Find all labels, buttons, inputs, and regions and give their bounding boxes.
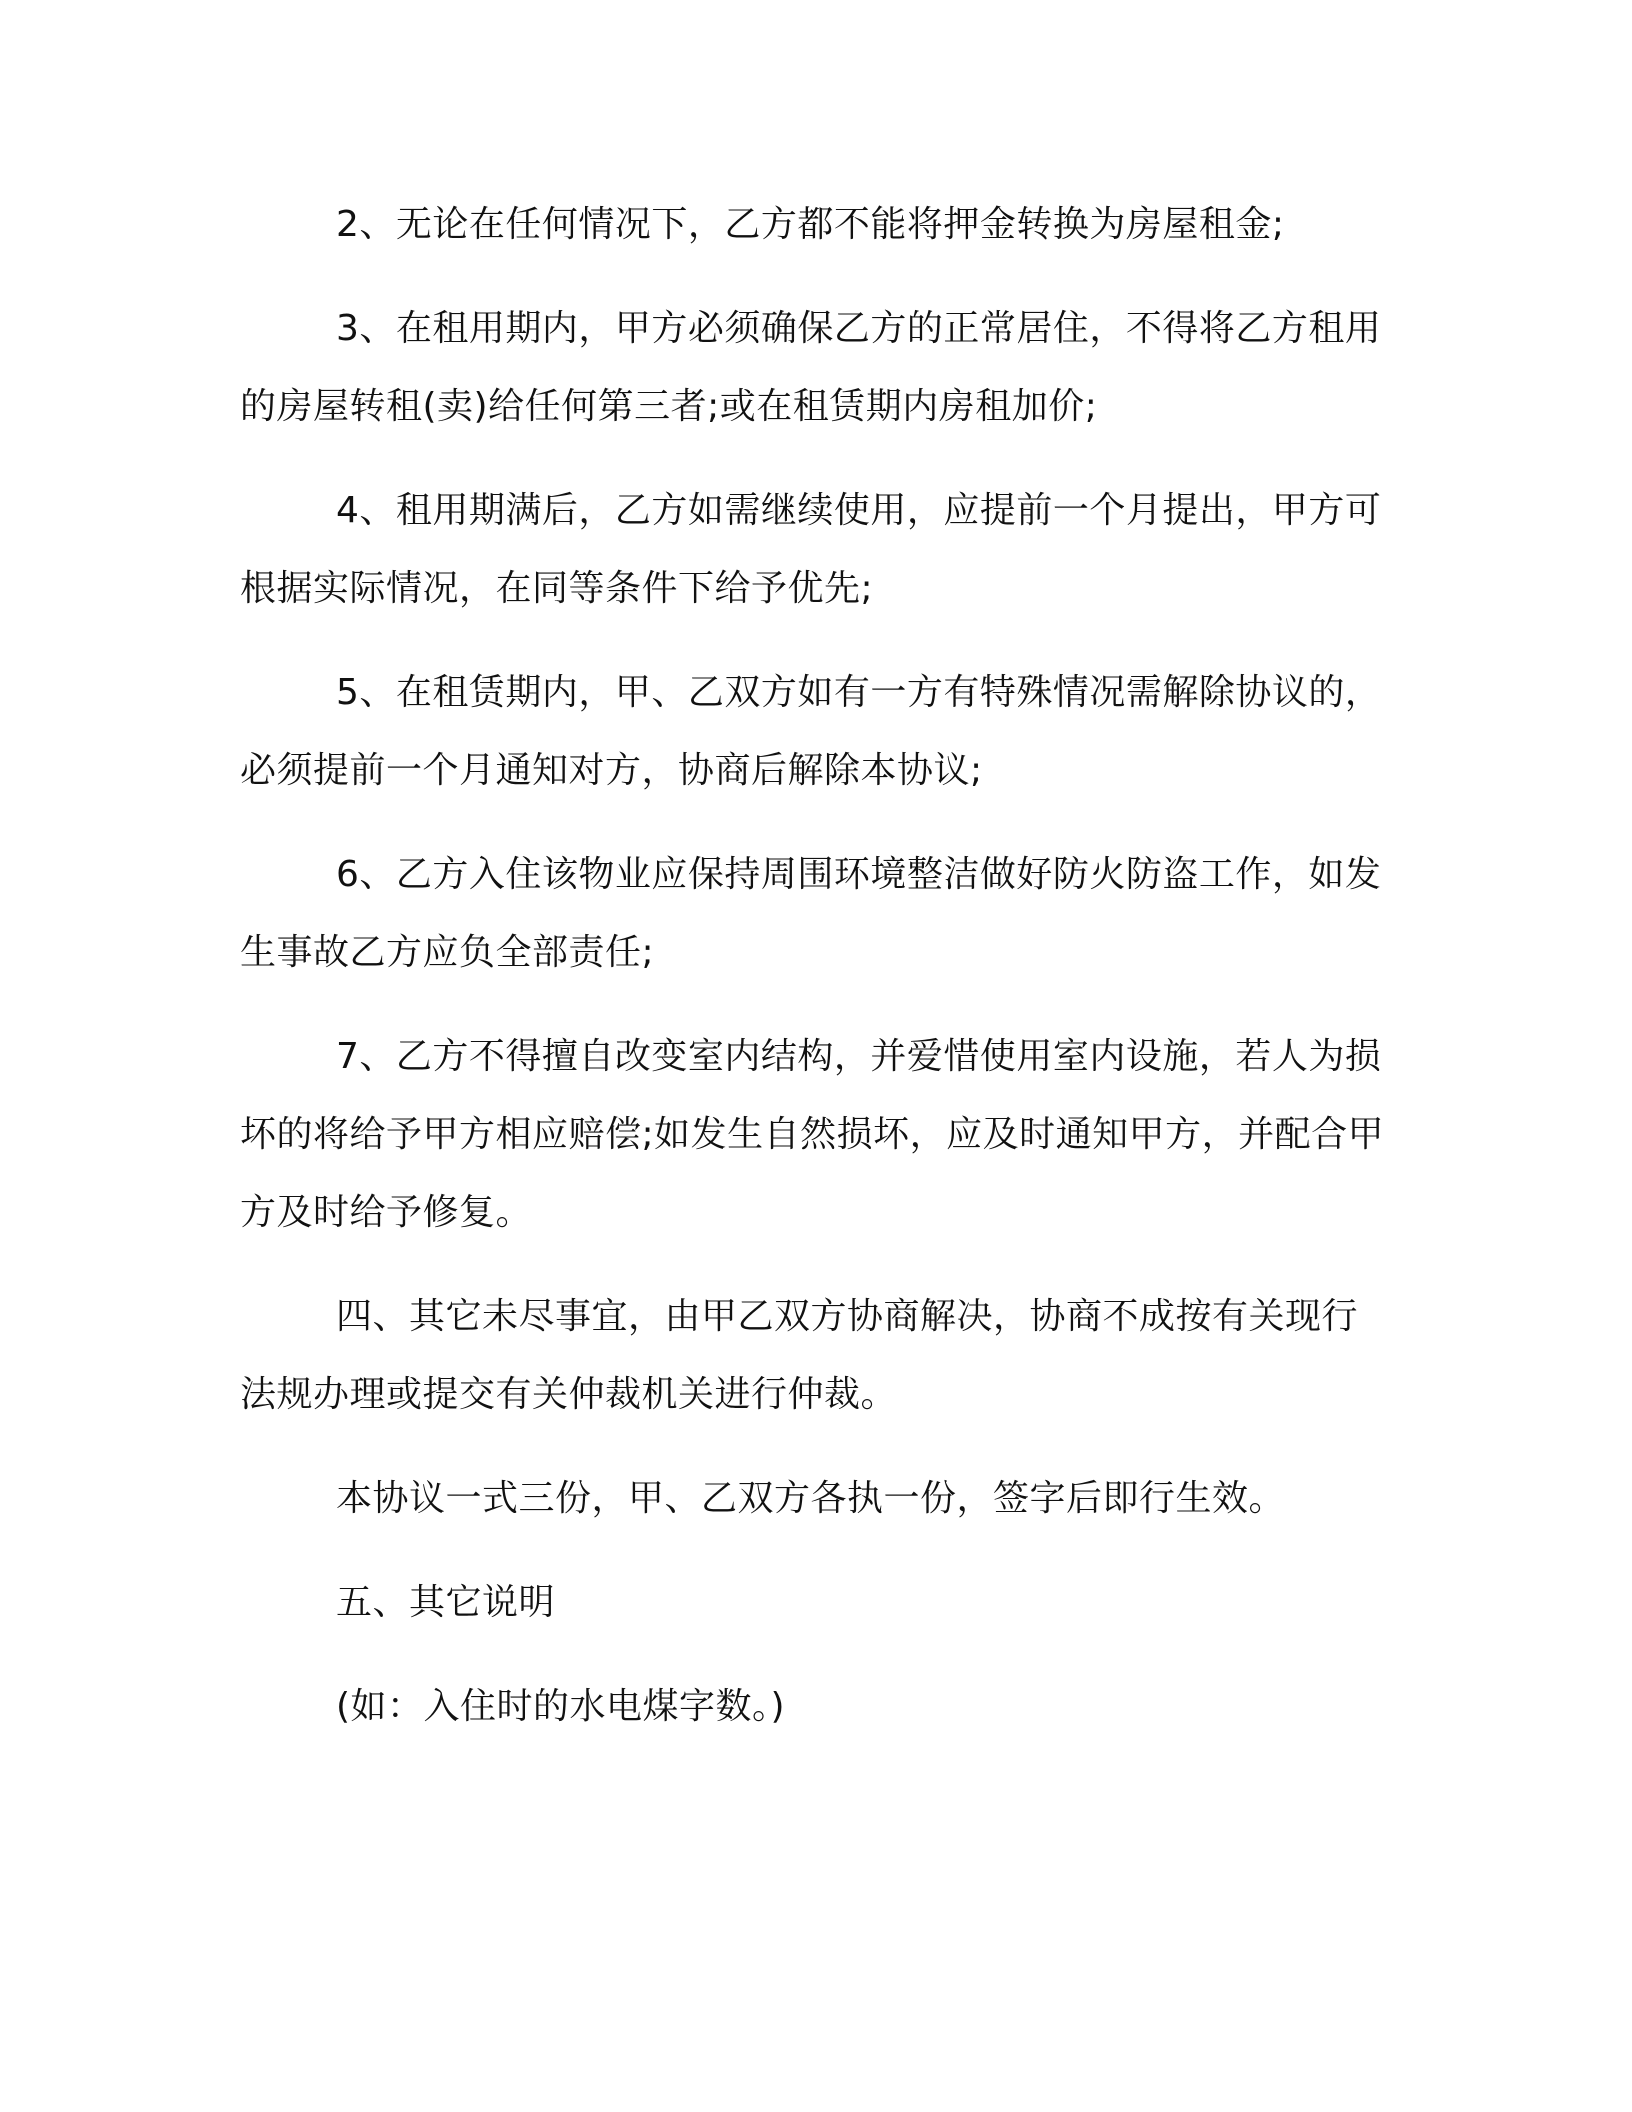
clause-4-renewal: 4、租用期满后，乙方如需继续使用，应提前一个月提出，甲方可根据实际情况，在同等条件下给予优先; <box>240 490 1382 609</box>
document-body <box>240 186 1390 1772</box>
agreement-copies: 本协议一式三份，甲、乙双方各执一份，签字后即行生效。 <box>336 1478 1286 1519</box>
notes-example: (如：入住时的水电煤字数。) <box>336 1686 786 1727</box>
clause-3-residence: 3、在租用期内，甲方必须确保乙方的正常居住，不得将乙方租用的房屋转租(卖)给任何第三者;或在租赁期内房租加价; <box>240 308 1382 427</box>
clause-6-safety: 6、乙方入住该物业应保持周围环境整洁做好防火防盗工作，如发生事故乙方应负全部责任; <box>240 854 1382 973</box>
section-4-other-matters: 四、其它未尽事宜，由甲乙双方协商解决，协商不成按有关现行法规办理或提交有关仲裁机关进行仲裁。 <box>240 1296 1359 1415</box>
clause-7-structure: 7、乙方不得擅自改变室内结构，并爱惜使用室内设施，若人为损坏的将给予甲方相应赔偿;如发生自然损坏，应及时通知甲方，并配合甲方及时给予修复。 <box>240 1036 1385 1233</box>
clause-5-termination: 5、在租赁期内，甲、乙双方如有一方有特殊情况需解除协议的，必须提前一个月通知对方，协商后解除本协议; <box>240 672 1382 791</box>
clause-2-deposit: 2、无论在任何情况下，乙方都不能将押金转换为房屋租金; <box>336 204 1285 245</box>
section-5-other-notes: 五、其它说明 <box>336 1582 556 1623</box>
